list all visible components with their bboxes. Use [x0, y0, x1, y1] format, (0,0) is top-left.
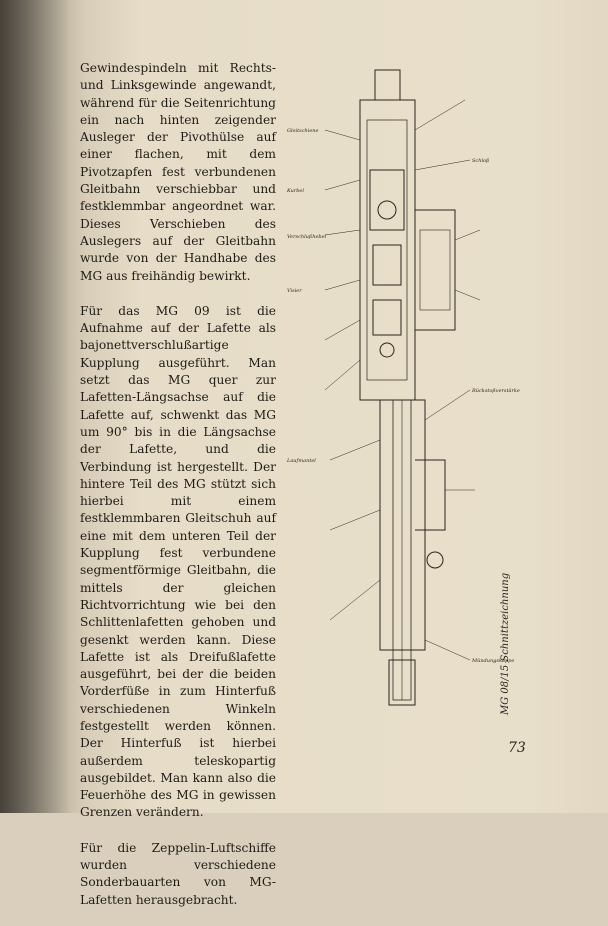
- page-number: 73: [508, 740, 526, 756]
- figure-label-1: Gleitschiene: [287, 128, 319, 134]
- figure-label-7: Rückstoßverstärker: [472, 388, 520, 394]
- lock-block: [370, 170, 404, 230]
- figure-label-4: Visier: [287, 288, 302, 294]
- paragraph-1: Gewindespindeln mit Rechts- und Linksgewinde angewandt, während für die Seitenrichtung ein nach hinten zeigender Ausleger der Pivothülse auf einer flachen, mit dem Pivotzapfen fest verbundenen Gleitbahn verschiebbar und festklemmbar angeordnet war. Dieses Verschieben des Auslegers auf der Gleitbahn wurde von der Handhabe des MG aus freihändig bewirkt.: [80, 61, 276, 283]
- paragraph-3: Für die Zeppelin-Luftschiffe wurden verschiedene Sonderbauarten von MG-Lafetten herausgebracht.: [80, 840, 276, 907]
- figure-label-3: Verschlußhebel: [287, 234, 327, 240]
- binding-shadow: [0, 0, 70, 813]
- figure-caption: MG 08/15 Schnittzeichnung: [500, 572, 511, 715]
- figure-label-5: Laufmantel: [287, 458, 316, 464]
- figure-label-8: Mündungskappe: [472, 658, 515, 664]
- technical-drawing: [285, 60, 520, 720]
- paragraph-2: Für das MG 09 ist die Aufnahme auf der Lafette als bajonettverschlußartige Kupplung ausgeführt. Man setzt das MG quer zur Lafetten-Längsachse auf die Lafette auf, schwenkt das MG um 90° bis in die Längsachse der Lafette, und die Verbindung ist hergestellt. Der hintere Teil des MG stützt sich hierbei mit einem festklemmbaren Gleitschuh auf eine mit dem unteren Teil der Kupplung fest verbundene segmentförmige Gleitbahn, die mittels der gleichen Richtvorrichtung wie bei den Schlittenlafetten gehoben und gesenkt werden kann. Diese Lafette ist als Dreifußlafette ausgeführt, bei der die beiden Vorderfüße in zum Hinterfuß verschiedenen Winkeln festgestellt werden können. Der Hinterfuß ist hierbei außerdem teleskopartig ausgebildet. Man kann also die Feuerhöhe des MG in gewissen Grenzen verändern.: [80, 303, 276, 820]
- mg-cutaway-drawing: [285, 60, 520, 720]
- figure-label-6: Schloß: [472, 158, 490, 164]
- water-jacket: [380, 400, 425, 650]
- text-column: [80, 60, 276, 926]
- figure-label-2: Kurbel: [287, 188, 304, 194]
